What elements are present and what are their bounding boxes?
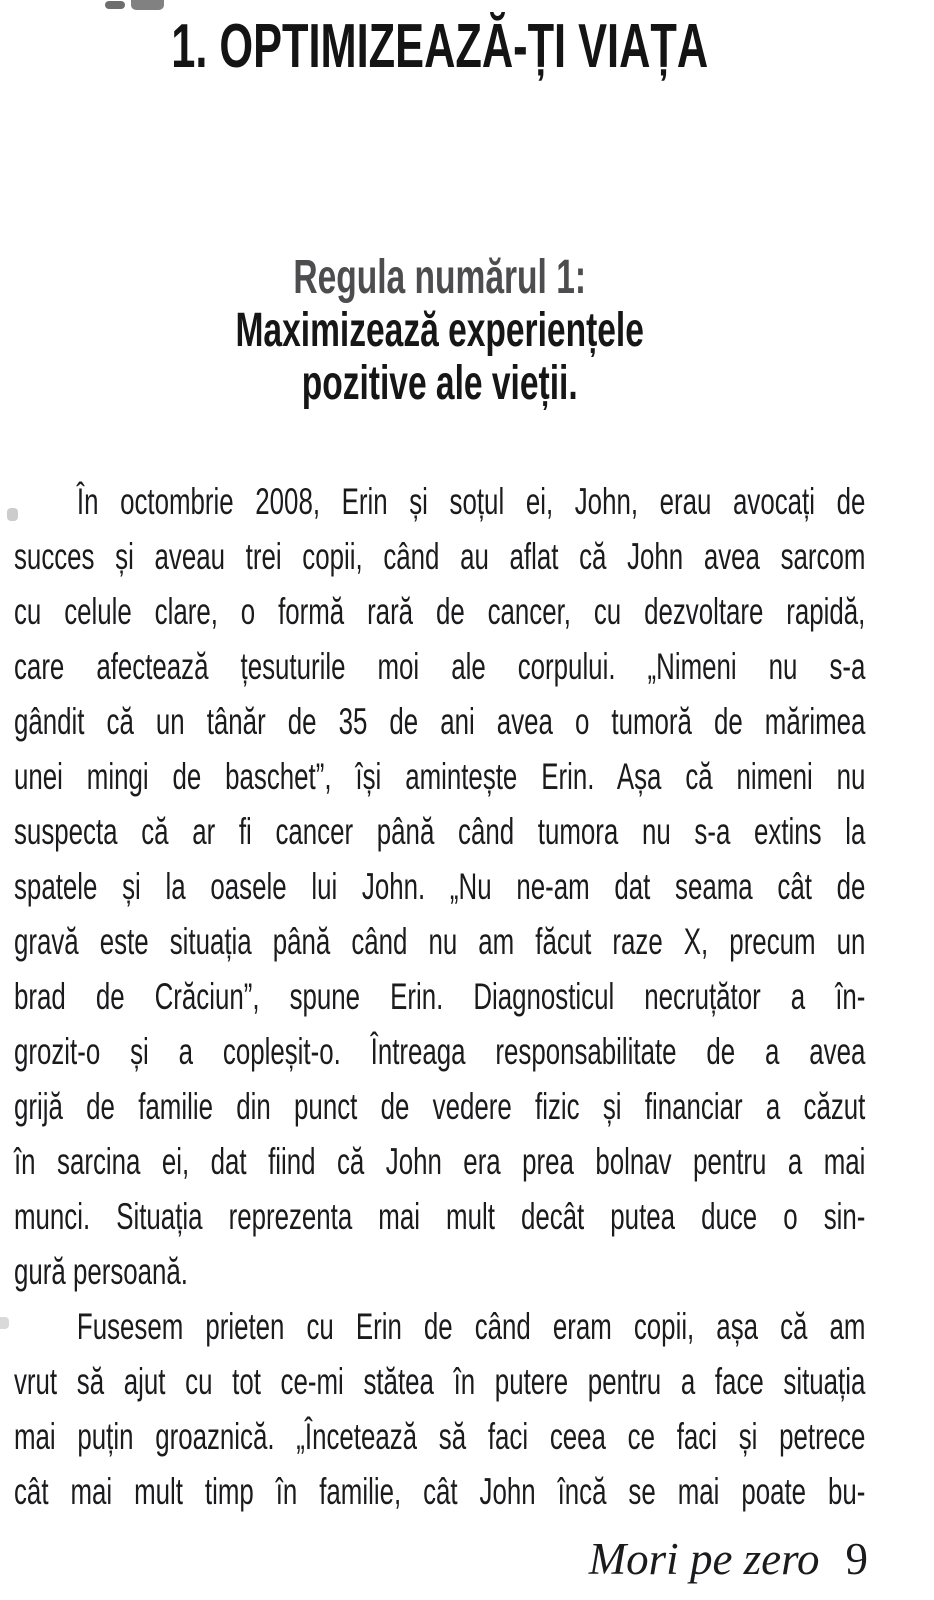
body-text [14, 474, 865, 1519]
paragraph-line: cât mai mult timp în familie, cât John încă se mai poate bu- [14, 1471, 866, 1512]
paragraph-line: vrut să ajut cu tot ce-mi stătea în putere pentru a face situația [14, 1361, 866, 1402]
paragraph-line: suspecta că ar fi cancer până când tumora nu s-a extins la [14, 811, 866, 852]
running-title: Mori pe zero [588, 1534, 820, 1584]
rule-text-line-2: pozitive ale vieții. [301, 357, 578, 410]
page-content [14, 0, 865, 1600]
paragraph-line: succes și aveau trei copii, când au aflat că John avea sarcom [14, 536, 866, 577]
paragraph-line: în sarcina ei, dat fiind că John era prea bolnav pentru a mai [14, 1141, 866, 1182]
rule-number-line: Regula numărul 1: [293, 251, 587, 304]
paragraph-line: munci. Situația reprezenta mai mult decât putea duce o sin- [14, 1196, 866, 1237]
paragraph-line: cu celule clare, o formă rară de cancer, cu dezvoltare rapidă, [14, 591, 866, 632]
rule-heading [14, 251, 865, 410]
paragraph-line: În octombrie 2008, Erin și soțul ei, John, erau avocați de [76, 481, 866, 522]
scan-artifact [0, 1317, 9, 1329]
chapter-title: 1. OPTIMIZEAZĂ-ȚI VIAȚA [171, 12, 709, 81]
paragraph-line: grijă de familie din punct de vedere fizic și financiar a căzut [14, 1086, 866, 1127]
paragraph-line: Fusesem prieten cu Erin de când eram copii, așa că am [76, 1306, 866, 1347]
rule-text-line-1: Maximizează experiențele [235, 304, 644, 357]
paragraph-line: unei mingi de baschet”, își amintește Erin. Așa că nimeni nu [14, 756, 866, 797]
paragraph-line: care afectează țesuturile moi ale corpului. „Nimeni nu s-a [14, 646, 866, 687]
paragraph-line: brad de Crăciun”, spune Erin. Diagnosticul necruțător a în- [14, 976, 866, 1017]
paragraph-line: gravă este situația până când nu am făcut raze X, precum un [14, 921, 866, 962]
page-footer [588, 1534, 868, 1584]
paragraph-line: mai puțin groaznică. „Încetează să faci ceea ce faci și petrece [14, 1416, 866, 1457]
paragraph-line: spatele și la oasele lui John. „Nu ne-am dat seama cât de [14, 866, 866, 907]
page-number: 9 [845, 1534, 868, 1584]
paragraph-line: grozit-o și a copleșit-o. Întreaga responsabilitate de a avea [14, 1031, 866, 1072]
paragraph-line: gură persoană. [14, 1251, 188, 1292]
paragraph-line: gândit că un tânăr de 35 de ani avea o tumoră de mărimea [14, 701, 866, 742]
